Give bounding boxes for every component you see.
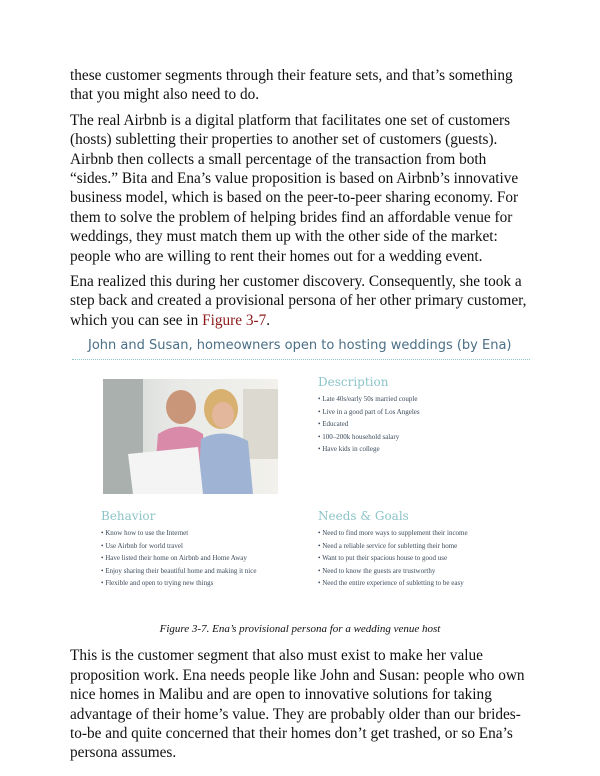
- needs-goals-section: [318, 509, 523, 589]
- list-item: • 100–200k household salary: [318, 431, 523, 443]
- list-item: • Use Airbnb for world travel: [101, 540, 306, 552]
- persona-title: John and Susan, homeowners open to hosting weddings (by Ena): [88, 338, 512, 354]
- list-item: • Enjoy sharing their beautiful home and making it nice: [101, 565, 306, 577]
- list-item: • Need to find more ways to supplement their income: [318, 527, 523, 539]
- list-item: • Late 40s/early 50s married couple: [318, 393, 523, 405]
- paragraph-text: .: [266, 311, 271, 329]
- list-item: • Flexible and open to trying new things: [101, 577, 306, 589]
- divider: [72, 359, 530, 360]
- paragraph: This is the customer segment that also must exist to make her value proposition work. Ena needs people like John and Susan: people who own nice homes in Malibu and are open to innovative solutions for taking advantage of their home’s value. They are probably older than our brides-to-be and quite concerned that their homes don’t get trashed, or so Ena’s persona assumes.: [70, 647, 525, 762]
- list-item: • Need a reliable service for subletting their home: [318, 540, 523, 552]
- paragraph: these customer segments through their feature sets, and that’s something that you might also need to do.: [70, 67, 513, 104]
- paragraph-text: Ena realized this during her customer discovery. Consequently, she took a step back and created a provisional persona of her other primary customer, which you can see in: [70, 273, 527, 329]
- list-item: • Need the entire experience of subletting to be easy: [318, 577, 523, 589]
- figure-link[interactable]: Figure 3-7: [202, 311, 267, 329]
- description-section: [318, 375, 523, 455]
- list-item: • Have listed their home on Airbnb and Home Away: [101, 552, 306, 564]
- behavior-section: [101, 509, 306, 589]
- section-heading: Needs & Goals: [318, 509, 409, 524]
- list-item: • Need to know the guests are trustworthy: [318, 565, 523, 577]
- figure-caption: Figure 3-7. Ena’s provisional persona for a wedding venue host: [159, 623, 441, 636]
- paragraph: The real Airbnb is a digital platform that facilitates one set of customers (hosts) subletting their properties to another set of customers (guests). Airbnb then collects a small percentage of the transaction from both “sides.” Bita and Ena’s value proposition is based on Airbnb’s innovative business model, which is based on the peer-to-peer sharing economy. For them to solve the problem of helping brides find an affordable venue for weddings, they must match them up with the other side of the market: people who are willing to rent their homes out for a wedding event.: [70, 111, 519, 265]
- list-item: • Know how to use the Internet: [101, 527, 306, 539]
- list-item: • Educated: [318, 418, 523, 430]
- paragraph: [70, 272, 534, 330]
- list-item: • Live in a good part of Los Angeles: [318, 406, 523, 418]
- persona-photo: [103, 379, 278, 494]
- persona-figure: [0, 338, 600, 612]
- list-item: • Have kids in college: [318, 443, 523, 455]
- section-heading: Description: [318, 375, 389, 390]
- section-heading: Behavior: [101, 509, 156, 524]
- list-item: • Want to put their spacious house to good use: [318, 552, 523, 564]
